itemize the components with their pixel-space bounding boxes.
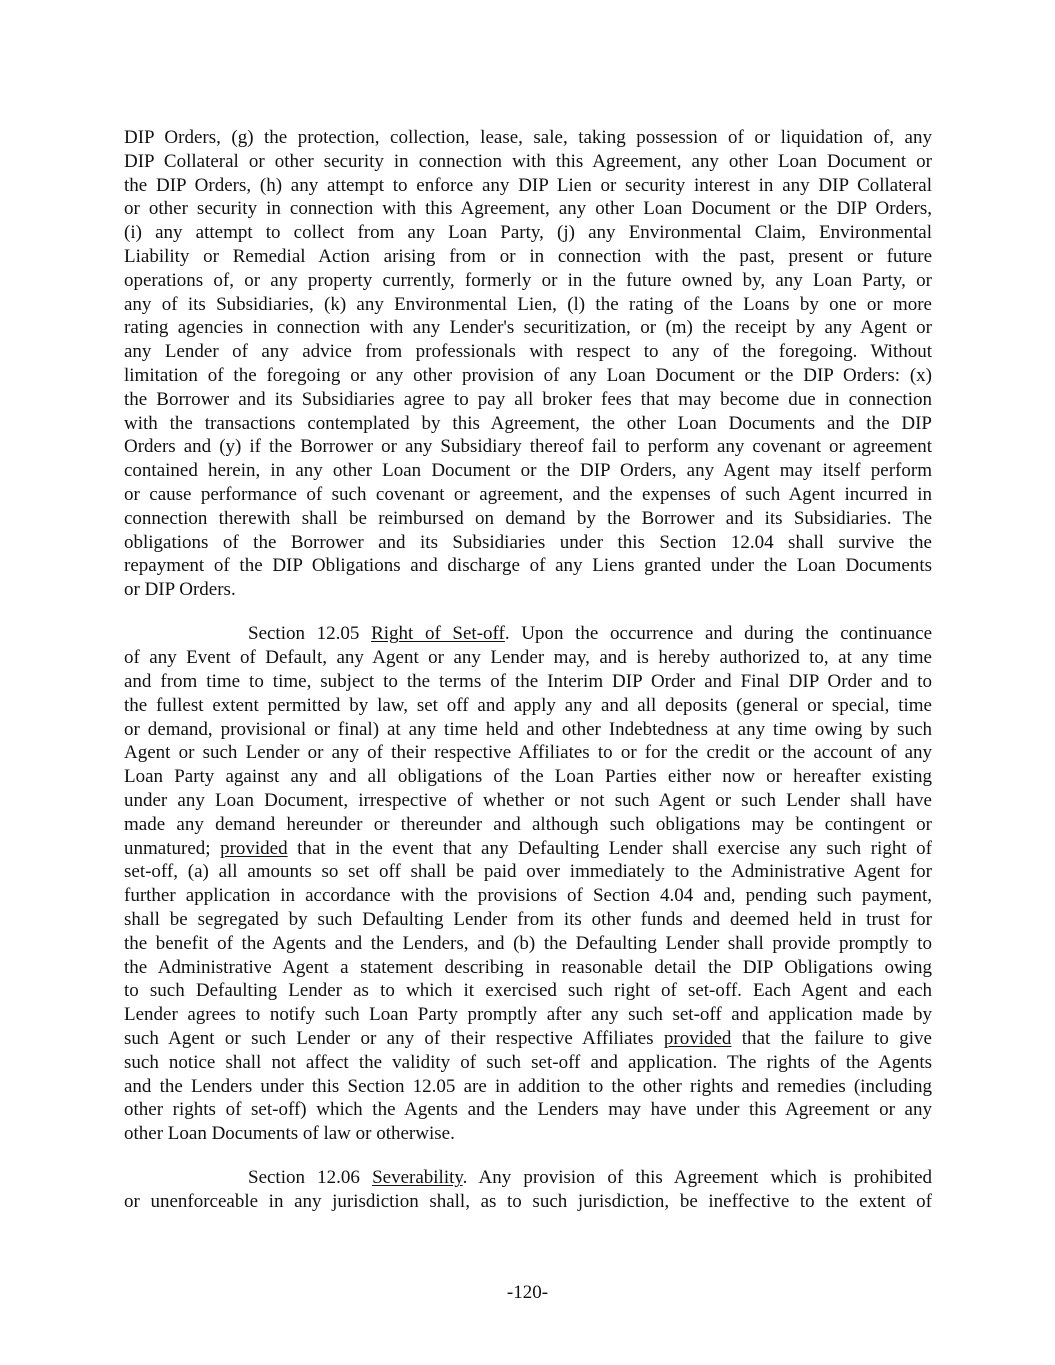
text-segment: limitation of the foregoing or any other provision of any Loan Document or the DIP Orders: (x) xyxy=(124,364,932,386)
text-line xyxy=(124,174,932,198)
text-segment: unmatured; xyxy=(124,837,221,859)
text-segment: or demand, provisional or final) at any time held and other Indebtedness at any time owing by such xyxy=(124,718,932,740)
text-line xyxy=(124,412,932,436)
text-line xyxy=(124,293,932,317)
text-segment: connection therewith shall be reimbursed on demand by the Borrower and its Subsidiaries. The xyxy=(124,507,932,529)
text-segment: with the transactions contemplated by this Agreement, the other Loan Documents and the DIP xyxy=(124,412,932,434)
text-segment: other rights of set-off) which the Agents and the Lenders may have under this Agreement or any xyxy=(124,1099,932,1121)
text-segment: under any Loan Document, irrespective of whether or not such Agent or such Lender shall have xyxy=(124,790,932,812)
text-line xyxy=(124,622,932,646)
text-segment: Agent or such Lender or any of their respective Affiliates to or for the credit or the account of any xyxy=(124,742,932,764)
text-line xyxy=(124,221,932,245)
text-line xyxy=(124,741,932,765)
text-segment: the Administrative Agent a statement describing in reasonable detail the DIP Obligations owing xyxy=(124,956,932,978)
text-line xyxy=(124,1075,932,1099)
text-segment: (i) any attempt to collect from any Loan Party, (j) any Environmental Claim, Environmental xyxy=(124,222,932,244)
text-segment: the fullest extent permitted by law, set off and apply any and all deposits (general or special, time xyxy=(124,694,932,716)
text-line xyxy=(124,364,932,388)
text-segment: any of its Subsidiaries, (k) any Environmental Lien, (l) the rating of the Loans by one or more xyxy=(124,293,932,315)
text-segment: the Borrower and its Subsidiaries agree to pay all broker fees that may become due in connection xyxy=(124,388,932,410)
text-segment: to such Defaulting Lender as to which it exercised such right of set-off. Each Agent and each xyxy=(124,980,932,1002)
text-segment: contained herein, in any other Loan Document or the DIP Orders, any Agent may itself perform xyxy=(124,460,932,482)
text-segment: further application in accordance with the provisions of Section 4.04 and, pending such payment, xyxy=(124,885,932,907)
text-line xyxy=(124,150,932,174)
text-segment: or DIP Orders. xyxy=(124,579,236,601)
text-segment: such notice shall not affect the validity of such set-off and application. The rights of the Agents xyxy=(124,1051,932,1073)
text-line xyxy=(124,908,932,932)
text-line xyxy=(124,435,932,459)
text-line xyxy=(124,507,932,531)
text-line xyxy=(124,646,932,670)
text-line xyxy=(124,1166,932,1190)
text-segment: such Agent or such Lender or any of their respective Affiliates xyxy=(124,1027,664,1049)
text-line xyxy=(124,578,932,602)
text-line xyxy=(124,554,932,578)
text-segment: the DIP Orders, (h) any attempt to enforce any DIP Lien or security interest in any DIP Collateral xyxy=(124,174,932,196)
text-line xyxy=(124,459,932,483)
text-segment: Section 12.05 xyxy=(248,623,372,645)
paragraph xyxy=(124,622,932,1146)
text-line xyxy=(124,316,932,340)
text-segment: of any Event of Default, any Agent or any Lender may, and is hereby authorized to, at any time xyxy=(124,647,932,669)
text-segment: the benefit of the Agents and the Lenders, and (b) the Defaulting Lender shall provide promptly to xyxy=(124,932,932,954)
text-segment: DIP Orders, (g) the protection, collection, lease, sale, taking possession of or liquidation of, any xyxy=(124,127,932,148)
underlined-term: Severability xyxy=(372,1167,463,1189)
text-segment: any Lender of any advice from professionals with respect to any of the foregoing. Without xyxy=(124,341,932,363)
text-segment: operations of, or any property currently, formerly or in the future owned by, any Loan Party, or xyxy=(124,269,932,291)
text-segment: Lender agrees to notify such Loan Party promptly after any such set-off and application made by xyxy=(124,1004,932,1026)
text-line xyxy=(124,884,932,908)
text-line xyxy=(124,860,932,884)
text-segment: . Upon the occurrence and during the continuance xyxy=(504,623,932,645)
text-segment: or cause performance of such covenant or agreement, and the expenses of such Agent incurred in xyxy=(124,483,932,505)
text-line xyxy=(124,388,932,412)
text-line xyxy=(124,531,932,555)
text-segment: repayment of the DIP Obligations and discharge of any Liens granted under the Loan Documents xyxy=(124,555,932,577)
text-segment: and the Lenders under this Section 12.05 are in addition to the other rights and remedies (including xyxy=(124,1075,932,1097)
text-line xyxy=(124,765,932,789)
text-segment: other Loan Documents of law or otherwise. xyxy=(124,1123,455,1145)
text-segment: Orders and (y) if the Borrower or any Subsidiary thereof fail to perform any covenant or agreement xyxy=(124,436,932,458)
text-segment: DIP Collateral or other security in connection with this Agreement, any other Loan Document or xyxy=(124,150,932,172)
text-line xyxy=(124,718,932,742)
text-segment: Section 12.06 xyxy=(248,1167,373,1189)
text-line xyxy=(124,126,932,150)
paragraph xyxy=(124,1166,932,1214)
text-line xyxy=(124,1003,932,1027)
text-line xyxy=(124,694,932,718)
text-segment: shall be segregated by such Defaulting Lender from its other funds and deemed held in trust for xyxy=(124,909,932,930)
text-segment: . Any provision of this Agreement which is prohibited xyxy=(462,1167,932,1189)
text-segment: rating agencies in connection with any Lender's securitization, or (m) the receipt by any Agent or xyxy=(124,317,932,339)
text-line xyxy=(124,956,932,980)
text-line xyxy=(124,245,932,269)
text-line xyxy=(124,483,932,507)
text-segment: or other security in connection with this Agreement, any other Loan Document or the DIP Orders, xyxy=(124,198,932,220)
text-line xyxy=(124,837,932,861)
text-line xyxy=(124,932,932,956)
text-segment: set-off, (a) all amounts so set off shall be paid over immediately to the Administrative Agent for xyxy=(124,861,932,883)
text-line xyxy=(124,1190,932,1214)
text-segment: Loan Party against any and all obligations of the Loan Parties either now or hereafter existing xyxy=(124,766,932,788)
text-line xyxy=(124,197,932,221)
underlined-term: provided xyxy=(663,1027,732,1049)
text-line xyxy=(124,1051,932,1075)
text-line xyxy=(124,813,932,837)
text-segment: or unenforceable in any jurisdiction shall, as to such jurisdiction, be ineffective to the extent of xyxy=(124,1191,932,1213)
text-line xyxy=(124,1027,932,1051)
underlined-term: Right of Set-off xyxy=(371,623,505,645)
text-segment: that the failure to give xyxy=(731,1027,932,1049)
text-segment: that in the event that any Defaulting Lender shall exercise any such right of xyxy=(287,837,932,859)
text-line xyxy=(124,1122,932,1146)
paragraph xyxy=(124,126,932,602)
document-body xyxy=(124,126,932,1235)
text-segment: Liability or Remedial Action arising from or in connection with the past, present or future xyxy=(124,245,932,267)
underlined-term: provided xyxy=(220,837,288,859)
text-line xyxy=(124,789,932,813)
text-line xyxy=(124,979,932,1003)
text-line xyxy=(124,269,932,293)
text-segment: obligations of the Borrower and its Subsidiaries under this Section 12.04 shall survive the xyxy=(124,531,932,553)
text-line xyxy=(124,1098,932,1122)
text-segment: made any demand hereunder or thereunder and although such obligations may be contingent or xyxy=(124,813,932,835)
text-segment: and from time to time, subject to the terms of the Interim DIP Order and Final DIP Order and to xyxy=(124,671,932,693)
page-number: -120- xyxy=(506,1282,549,1303)
text-line xyxy=(124,670,932,694)
text-line xyxy=(124,340,932,364)
